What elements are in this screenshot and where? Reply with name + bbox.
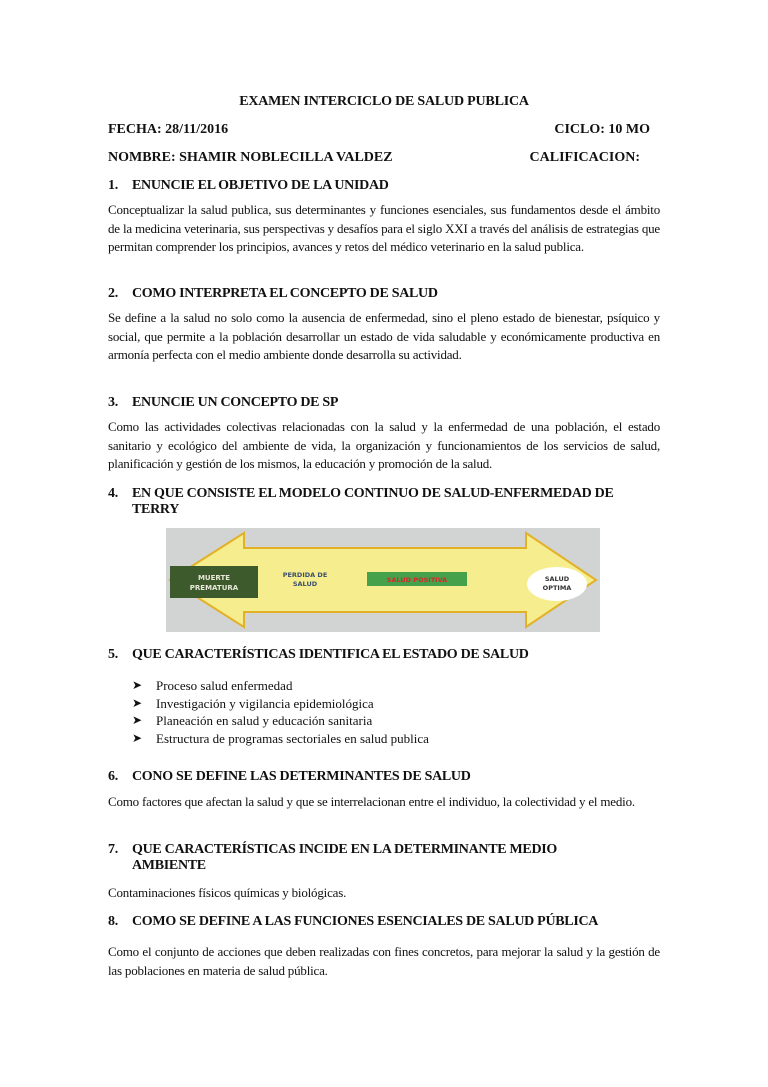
arrowhead-bullet-icon: ➤ (132, 713, 143, 728)
perdida-label: PERDIDA DE (282, 571, 328, 579)
answer-text: Conceptualizar la salud publica, sus determinantes y funciones esenciales, sus fundamentos desde el ámbito de la medicina veterinaria, sus perspectivas y desafíos para el siglo XXI a través del análisis de estrategias que permitan comprender los principios, avances y retos del médico veterinario en la salud publica. (108, 202, 660, 255)
question-text: ENUNCIE UN CONCEPTO DE SP (132, 395, 339, 410)
prematura-label: PREMATURA (189, 584, 239, 592)
question-number: 6. (108, 769, 118, 784)
list-item (132, 695, 592, 713)
question-text: QUE CARACTERÍSTICAS INCIDE EN LA DETERMINANTE MEDIO AMBIENTE (132, 842, 557, 873)
answer-text: Como las actividades colectivas relacionadas con la salud y la enfermedad de una población, el estado sanitario y ecológico del ambiente de vida, la organización y funcionamientos de los servicios de salud, planificación y gestión de los mismos, la educación y promoción de la salud. (108, 419, 660, 472)
list-item-text: Proceso salud enfermedad (156, 678, 293, 693)
question-number: 5. (108, 647, 118, 662)
arrowhead-bullet-icon: ➤ (132, 678, 143, 692)
answer-text: Contaminaciones físicos químicas y biológicas. (108, 885, 347, 900)
arrowhead-bullet-icon: ➤ (132, 730, 143, 745)
perdida-salud-label: SALUD (292, 580, 318, 588)
question-text: EN QUE CONSISTE EL MODELO CONTINUO DE SALUD-ENFERMEDAD DE TERRY (132, 486, 614, 517)
question-number: 7. (108, 842, 118, 857)
question-text: COMO SE DEFINE A LAS FUNCIONES ESENCIALES DE SALUD PÚBLICA (132, 914, 599, 929)
salud-label: SALUD (544, 575, 570, 583)
list-item-text: Planeación en salud y educación sanitaria (156, 713, 373, 729)
question-number: 3. (108, 395, 118, 410)
characteristics-list (132, 677, 592, 747)
question-text: CONO SE DEFINE LAS DETERMINANTES DE SALUD (132, 769, 471, 784)
question-number: 2. (108, 286, 118, 301)
answer-text: Como factores que afectan la salud y que se interrelacionan entre el individuo, la colectividad y el medio. (108, 794, 635, 809)
list-item (132, 730, 592, 748)
question-text: QUE CARACTERÍSTICAS IDENTIFICA EL ESTADO DE SALUD (132, 647, 529, 662)
question-text: COMO INTERPRETA EL CONCEPTO DE SALUD (132, 286, 438, 301)
question-text: ENUNCIE EL OBJETIVO DE LA UNIDAD (132, 178, 389, 193)
arrowhead-bullet-icon: ➤ (132, 695, 143, 710)
muerte-label: MUERTE (197, 574, 231, 582)
question-number: 8. (108, 914, 118, 929)
salud-positiva-label: SALUD POSITIVA (386, 576, 448, 584)
document-title: EXAMEN INTERCICLO DE SALUD PUBLICA (239, 94, 529, 109)
list-item-text: Estructura de programas sectoriales en salud publica (156, 730, 429, 746)
date-label: FECHA: 28/11/2016 (108, 122, 229, 137)
grade-label: CALIFICACION: (529, 150, 640, 165)
muerte-prematura-box (170, 566, 258, 598)
optima-label: OPTIMA (542, 584, 572, 592)
list-item (132, 677, 592, 695)
terry-continuum-diagram (166, 528, 600, 632)
question-number: 1. (108, 178, 118, 193)
answer-text: Como el conjunto de acciones que deben realizadas con fines concretos, para mejorar la salud y la gestión de las poblaciones en materia de salud pública. (108, 944, 660, 978)
list-item-text: Investigación y vigilancia epidemiológica (156, 695, 374, 711)
answer-text: Se define a la salud no solo como la ausencia de enfermedad, sino el pleno estado de bienestar, psíquico y social, que permite a la población desarrollar un estado de vida saludable y económicamente productiva en armonía perfecta con el medio ambiente donde desarrolla su actividad. (108, 310, 660, 363)
question-number: 4. (108, 486, 118, 501)
cycle-label: CICLO: 10 MO (554, 122, 650, 137)
student-name: NOMBRE: SHAMIR NOBLECILLA VALDEZ (108, 150, 393, 165)
list-item (132, 712, 592, 730)
